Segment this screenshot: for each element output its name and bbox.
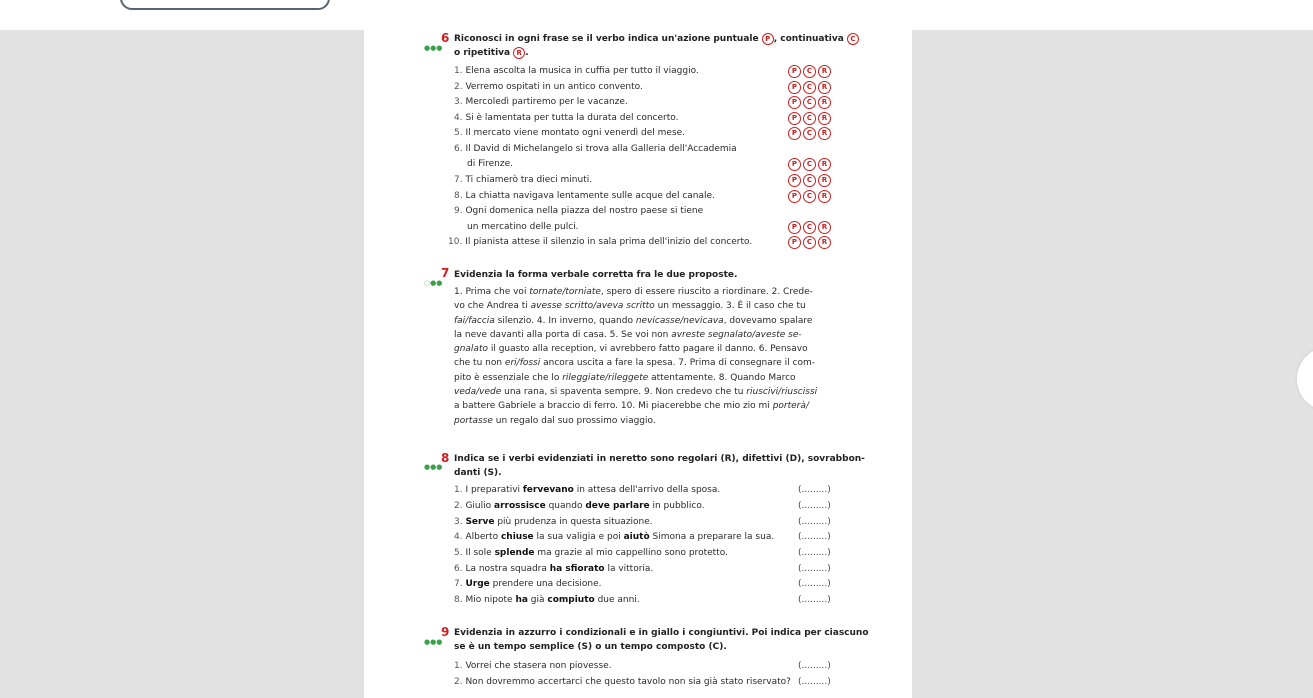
text-segment: attentamente. 8. Quando Marco — [648, 372, 796, 383]
item-number: 5. — [454, 548, 466, 558]
exercise-8-number: 8 — [441, 451, 450, 465]
r-option-icon[interactable]: R — [818, 127, 831, 140]
text-segment: 1. Prima che voi — [454, 287, 530, 297]
r-option-icon[interactable]: R — [818, 221, 831, 234]
exercise-6-item — [454, 190, 715, 202]
pcr-options — [788, 190, 833, 203]
text-segment: un regalo dal suo prossimo viaggio. — [492, 415, 656, 426]
instruction-mid: , continuativa — [773, 34, 844, 44]
r-option-icon[interactable]: R — [818, 112, 831, 125]
p-option-icon[interactable]: P — [788, 127, 801, 140]
exercise-6-item — [454, 81, 643, 93]
instruction-line2: se è un tempo semplice (S) o un tempo composto (C). — [454, 642, 727, 652]
exercise-8-item — [454, 500, 705, 512]
exercise-8-item — [454, 578, 602, 590]
r-option-icon[interactable]: R — [818, 96, 831, 109]
c-option-icon[interactable]: C — [803, 112, 816, 125]
verb-choice[interactable]: rileggiate/rileggete — [562, 372, 649, 383]
exercise-6-instruction: Riconosci in ogni frase se il verbo indica un'azione puntuale P , continuativa C o ripetitiva R . — [454, 32, 859, 60]
pcr-options — [788, 236, 833, 249]
exercise-6-item — [454, 143, 737, 155]
item-text: Mio nipote — [465, 595, 516, 605]
item-text: Ogni domenica nella piazza del nostro paese si tiene — [465, 206, 704, 216]
verb-choice[interactable]: gnalato — [454, 344, 488, 355]
p-option-icon[interactable]: P — [788, 65, 801, 78]
item-text: Non dovremmo accertarci che questo tavolo non sia già stato riservato? — [465, 677, 791, 687]
exercise-7-paragraph — [454, 285, 832, 428]
r-circle-icon: R — [513, 47, 525, 59]
item-number: 6. — [454, 564, 466, 574]
instruction-line1: Evidenzia in azzurro i condizionali e in giallo i congiuntivi. Poi indica per ciascuno — [454, 628, 869, 638]
answer-blank[interactable]: (.........) — [798, 661, 831, 671]
exercise-6-item-continuation: un mercatino delle pulci. — [467, 222, 579, 232]
answer-blank[interactable]: (.........) — [798, 595, 831, 605]
highlighted-verb: aiutò — [623, 532, 650, 542]
item-number: 5. — [454, 128, 466, 138]
verb-choice[interactable]: fai/faccia — [454, 315, 495, 326]
pcr-options — [788, 174, 833, 187]
highlighted-verb: ha sfiorato — [549, 564, 605, 574]
r-option-icon[interactable]: R — [818, 190, 831, 203]
highlighted-verb: arrossisce — [494, 501, 546, 511]
item-text: Il sole — [465, 548, 495, 558]
highlighted-verb: splende — [494, 548, 535, 558]
item-number: 1. — [454, 66, 466, 76]
p-option-icon[interactable]: P — [788, 158, 801, 171]
text-segment: un messaggio. 3. È il caso che tu — [654, 301, 806, 312]
exercise-8-item — [454, 484, 720, 496]
pcr-options — [788, 158, 833, 171]
highlighted-verb: ha — [515, 595, 528, 605]
item-text: La chiatta navigava lentamente sulle acque del canale. — [465, 191, 715, 201]
item-text: in attesa dell'arrivo della sposa. — [573, 485, 721, 495]
highlighted-verb: compiuto — [547, 595, 595, 605]
item-text: più prudenza in questa situazione. — [494, 517, 653, 527]
difficulty-dots: ●●● — [424, 44, 443, 52]
answer-blank[interactable]: (.........) — [798, 579, 831, 589]
paragraph-line — [454, 356, 832, 370]
exercise-7-instruction: Evidenzia la forma verbale corretta fra le due proposte. — [454, 270, 738, 280]
pcr-options — [788, 96, 833, 109]
exercise-6-item — [454, 174, 592, 186]
text-segment: il guasto alla reception, vi avrebbero fatto pagare il danno. 6. Pensavo — [487, 344, 808, 355]
item-text: Giulio — [465, 501, 494, 511]
item-text: la vittoria. — [604, 564, 654, 574]
item-text: I preparativi — [465, 485, 523, 495]
text-segment: , spero di essere riuscito a riordinare. 2. Crede- — [600, 287, 813, 297]
item-text: la sua valigia e poi — [533, 532, 624, 542]
c-option-icon[interactable]: C — [803, 81, 816, 94]
verb-choice[interactable]: porterà/ — [772, 401, 809, 412]
item-number: 10. — [448, 237, 466, 247]
item-text: in pubblico. — [649, 501, 705, 511]
paragraph-line — [454, 299, 832, 313]
pcr-options — [788, 221, 833, 234]
pcr-options — [788, 65, 833, 78]
c-option-icon[interactable]: C — [803, 174, 816, 187]
paragraph-line — [454, 414, 832, 428]
item-number: 7. — [454, 579, 466, 589]
c-option-icon[interactable]: C — [803, 96, 816, 109]
answer-blank[interactable]: (.........) — [798, 501, 831, 511]
instruction-line1: Riconosci in ogni frase se il verbo indica un'azione puntuale — [454, 34, 759, 44]
item-text: quando — [545, 501, 586, 511]
exercise-6-item — [454, 127, 685, 139]
p-option-icon[interactable]: P — [788, 96, 801, 109]
paragraph-line — [454, 342, 832, 356]
c-option-icon[interactable]: C — [803, 221, 816, 234]
pcr-options — [788, 112, 833, 125]
p-option-icon[interactable]: P — [788, 112, 801, 125]
item-number: 4. — [454, 532, 466, 542]
item-text: Simona a preparare la sua. — [649, 532, 775, 542]
text-segment: a battere Gabriele a braccio di ferro. 10. Mi piacerebbe che mio zio mi — [454, 401, 773, 412]
item-number: 9. — [454, 206, 466, 216]
exercise-6-item — [448, 236, 752, 248]
instruction-line2: danti (S). — [454, 468, 502, 478]
p-circle-icon: P — [762, 33, 774, 45]
verb-choice[interactable]: veda/vede — [454, 387, 502, 398]
exercise-8-item — [454, 516, 653, 528]
item-number: 3. — [454, 517, 466, 527]
exercise-6-item — [454, 96, 628, 108]
exercise-7-number: 7 — [441, 266, 450, 280]
verb-choice[interactable]: riuscivi/riuscissi — [746, 387, 818, 398]
c-option-icon[interactable]: C — [803, 190, 816, 203]
item-text: Si è lamentata per tutta la durata del concerto. — [465, 113, 679, 123]
exercise-9-item — [454, 676, 791, 688]
instruction-line1: Indica se i verbi evidenziati in neretto sono regolari (R), difettivi (D), sovrabbon- — [454, 454, 865, 464]
item-text: Elena ascolta la musica in cuffia per tutto il viaggio. — [465, 66, 699, 76]
c-option-icon[interactable]: C — [803, 158, 816, 171]
item-number: 8. — [454, 191, 466, 201]
item-text: Il David di Michelangelo si trova alla Galleria dell'Accademia — [465, 144, 737, 154]
highlighted-verb: deve parlare — [585, 501, 650, 511]
paragraph-line — [454, 314, 832, 328]
text-segment: una rana, si spaventa sempre. 9. Non credevo che tu — [501, 387, 747, 398]
item-text: Alberto — [465, 532, 501, 542]
p-option-icon[interactable]: P — [788, 81, 801, 94]
answer-blank[interactable]: (.........) — [798, 564, 831, 574]
exercise-9-item — [454, 660, 612, 672]
difficulty-dots: ○●● — [424, 279, 443, 287]
item-text: ma grazie al mio cappellino sono protetto. — [534, 548, 728, 558]
c-option-icon[interactable]: C — [803, 236, 816, 249]
item-number: 2. — [454, 677, 466, 687]
text-segment: pito è essenziale che lo — [454, 372, 563, 383]
answer-blank[interactable]: (.........) — [798, 485, 831, 495]
r-option-icon[interactable]: R — [818, 65, 831, 78]
pcr-options — [788, 127, 833, 140]
item-number: 2. — [454, 501, 466, 511]
c-option-icon[interactable]: C — [803, 65, 816, 78]
answer-blank[interactable]: (.........) — [798, 517, 831, 527]
paragraph-line — [454, 285, 832, 299]
p-option-icon[interactable]: P — [788, 221, 801, 234]
exercise-8-item — [454, 547, 728, 559]
p-option-icon[interactable]: P — [788, 190, 801, 203]
text-segment: la neve davanti alla porta di casa. 5. Se voi non — [454, 329, 672, 340]
verb-choice[interactable]: portasse — [454, 415, 493, 426]
exercise-6-item-continuation: di Firenze. — [467, 159, 513, 169]
toolbar-search-pill[interactable] — [120, 0, 330, 10]
exercise-8-item — [454, 531, 774, 543]
difficulty-dots: ●●● — [424, 638, 443, 646]
item-text: Verremo ospitati in un antico convento. — [465, 82, 643, 92]
item-number: 6. — [454, 144, 466, 154]
verb-choice[interactable]: avreste segnalato/aveste se- — [671, 329, 802, 340]
answer-blank[interactable]: (.........) — [798, 548, 831, 558]
item-number: 1. — [454, 661, 466, 671]
exercise-9-number: 9 — [441, 625, 450, 639]
item-text: già — [527, 595, 548, 605]
c-circle-icon: C — [847, 33, 859, 45]
p-option-icon[interactable]: P — [788, 174, 801, 187]
paragraph-line — [454, 371, 832, 385]
item-number: 4. — [454, 113, 466, 123]
verb-choice[interactable]: eri/fossi — [504, 358, 541, 369]
item-number: 8. — [454, 595, 466, 605]
r-option-icon[interactable]: R — [818, 81, 831, 94]
text-segment: silenzio. 4. In inverno, quando — [494, 315, 636, 326]
text-segment: che tu non — [454, 358, 505, 369]
item-text: due anni. — [594, 595, 640, 605]
item-text: Mercoledì partiremo per le vacanze. — [465, 97, 628, 107]
text-segment: ancora uscita a fare la spesa. 7. Prima di consegnare il com- — [540, 358, 815, 369]
difficulty-dots: ●●● — [424, 463, 443, 471]
item-text: Ti chiamerò tra dieci minuti. — [465, 175, 593, 185]
text-segment: vo che Andrea ti — [454, 301, 531, 312]
exercise-6-item — [454, 112, 678, 124]
item-text: prendere una decisione. — [489, 579, 602, 589]
item-number: 1. — [454, 485, 466, 495]
paragraph-line — [454, 385, 832, 399]
item-text: La nostra squadra — [465, 564, 550, 574]
item-text: Il mercato viene montato ogni venerdì del mese. — [465, 128, 686, 138]
item-number: 3. — [454, 97, 466, 107]
exercise-8-instruction — [454, 452, 865, 480]
exercise-6-item — [454, 65, 699, 77]
item-number: 7. — [454, 175, 466, 185]
answer-blank[interactable]: (.........) — [798, 677, 831, 687]
highlighted-verb: Urge — [465, 579, 490, 589]
next-page-button[interactable] — [1297, 347, 1313, 411]
exercise-8-item — [454, 594, 640, 606]
verb-choice[interactable]: tornate/torniate — [529, 287, 601, 297]
paragraph-line — [454, 328, 832, 342]
p-option-icon[interactable]: P — [788, 236, 801, 249]
exercise-6-number: 6 — [441, 31, 450, 45]
item-number: 2. — [454, 82, 466, 92]
text-segment: , dovevamo spalare — [723, 315, 813, 326]
instruction-line2: o ripetitiva — [454, 48, 511, 58]
exercise-8-item — [454, 563, 653, 575]
highlighted-verb: fervevano — [522, 485, 574, 495]
highlighted-verb: chiuse — [500, 532, 534, 542]
r-option-icon[interactable]: R — [818, 158, 831, 171]
verb-choice[interactable]: nevicasse/nevicava — [635, 315, 724, 326]
answer-blank[interactable]: (.........) — [798, 532, 831, 542]
item-text: Vorrei che stasera non piovesse. — [465, 661, 612, 671]
exercise-9-instruction — [454, 626, 869, 654]
r-option-icon[interactable]: R — [818, 236, 831, 249]
highlighted-verb: Serve — [465, 517, 495, 527]
top-toolbar — [0, 0, 1313, 30]
item-text: Il pianista attese il silenzio in sala prima dell'inizio del concerto. — [465, 237, 753, 247]
verb-choice[interactable]: avesse scritto/aveva scritto — [530, 301, 655, 312]
pcr-options — [788, 81, 833, 94]
r-option-icon[interactable]: R — [818, 174, 831, 187]
exercise-6-item — [454, 205, 703, 217]
c-option-icon[interactable]: C — [803, 127, 816, 140]
paragraph-line — [454, 399, 832, 413]
